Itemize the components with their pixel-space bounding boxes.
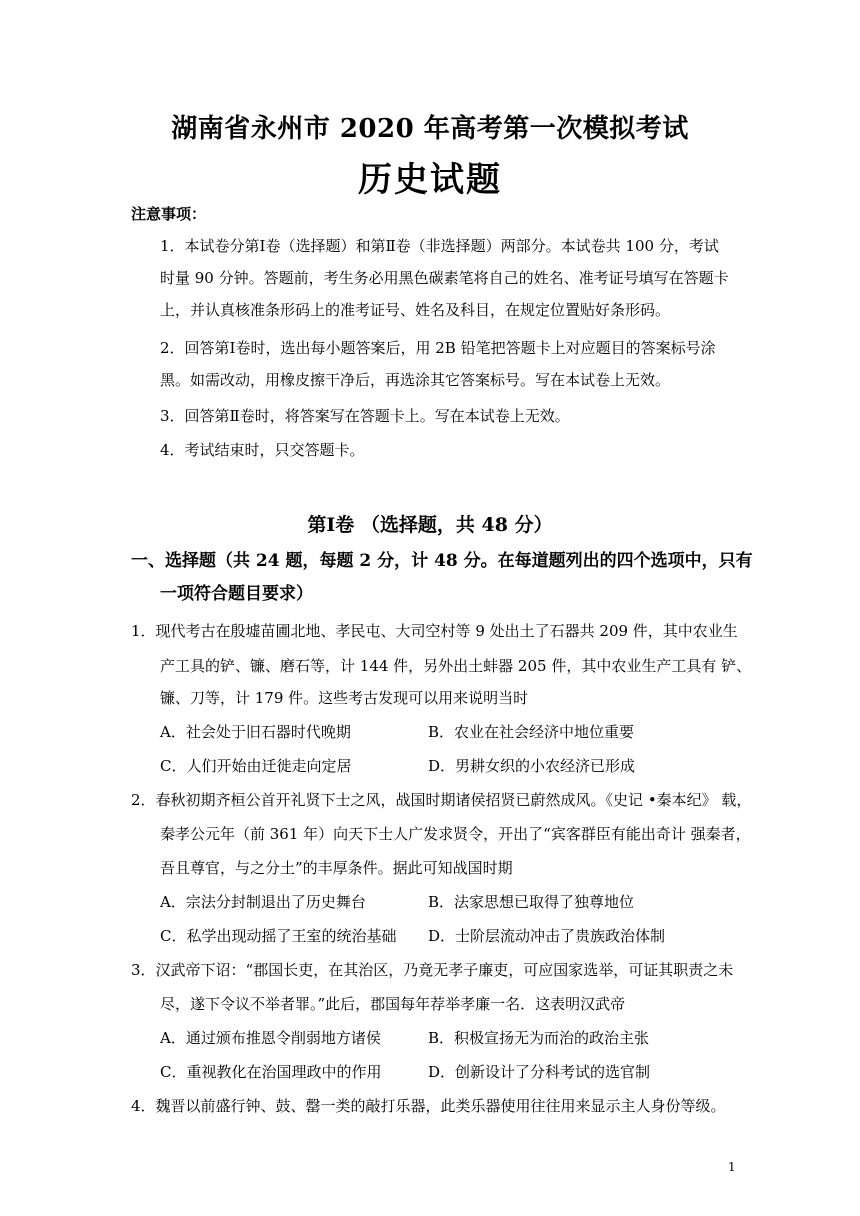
question-text: 4．魏晋以前盛行钟、鼓、罄一类的敲打乐器，此类乐器使用往往用来显示主人身份等级。 xyxy=(131,1097,726,1115)
notice-line: 黑。如需改动，用橡皮擦干净后，再选涂其它答案标号。写在本试卷上无效。 xyxy=(160,371,671,389)
exam-subject-title: 历史试题 xyxy=(358,160,502,200)
option-b: B．积极宣扬无为而治的政治主张 xyxy=(428,1029,650,1047)
notice-line: 1．本试卷分第Ⅰ卷（选择题）和第Ⅱ卷（非选择题）两部分。本试卷共 100 分，考试 xyxy=(160,237,719,255)
option-c: C．人们开始由迁徙走向定居 xyxy=(160,757,352,775)
notice-line: 2．回答第Ⅰ卷时，选出每小题答案后，用 2B 铅笔把答题卡上对应题目的答案标号涂 xyxy=(160,339,716,357)
question-text: 秦孝公元年（前 361 年）向天下士人广发求贤令，开出了“宾客群臣有能出奇计 强秦者， xyxy=(160,825,751,843)
option-a: A．社会处于旧石器时代晚期 xyxy=(160,723,351,741)
option-d: D．男耕女织的小农经济已形成 xyxy=(428,757,636,775)
notice-heading: 注意事项： xyxy=(131,205,207,223)
question-text: 吾且尊官，与之分土”的丰厚条件。据此可知战国时期 xyxy=(160,859,513,877)
notice-line: 4．考试结束时，只交答题卡。 xyxy=(160,441,365,459)
notice-line: 时量 90 分钟。答题前，考生务必用黑色碳素笔将自己的姓名、准考证号填写在答题卡 xyxy=(160,269,729,287)
option-d: D．创新设计了分科考试的选官制 xyxy=(428,1063,651,1081)
question-text: 2．春秋初期齐桓公首开礼贤下士之风，战国时期诸侯招贤已蔚然成风。《史记 •秦本纪》 载， xyxy=(131,791,752,809)
option-b: B．农业在社会经济中地位重要 xyxy=(428,723,635,741)
question-text: 1．现代考古在殷墟苗圃北地、孝民屯、大司空村等 9 处出土了石器共 209 件，其中农业生 xyxy=(131,622,738,640)
section-heading: 一、选择题（共 24 题，每题 2 分，计 48 分。在每道题列出的四个选项中，只有 xyxy=(131,551,753,571)
option-c: C．私学出现动摇了王室的统治基础 xyxy=(160,927,397,945)
option-b: B．法家思想已取得了独尊地位 xyxy=(428,893,635,911)
option-a: A．宗法分封制退出了历史舞台 xyxy=(160,893,366,911)
question-text: 尽，遂下令议不举者罪。”此后，郡国每年荐举孝廉一名．这表明汉武帝 xyxy=(160,995,626,1013)
question-text: 3．汉武帝下诏：“郡国长吏，在其治区，乃竟无孝子廉吏，可应国家选举，可证其职责之未 xyxy=(131,961,734,979)
page-number: 1 xyxy=(728,1160,736,1174)
option-a: A．通过颁布推恩令削弱地方诸侯 xyxy=(160,1029,381,1047)
option-d: D．士阶层流动冲击了贵族政治体制 xyxy=(428,927,666,945)
section-title: 第Ⅰ卷 （选择题，共 48 分） xyxy=(307,514,553,536)
notice-line: 3．回答第Ⅱ卷时，将答案写在答题卡上。写在本试卷上无效。 xyxy=(160,407,570,425)
notice-line: 上，并认真核准条形码上的准考证号、姓名及科目，在规定位置贴好条形码。 xyxy=(160,301,671,319)
option-c: C．重视教化在治国理政中的作用 xyxy=(160,1063,382,1081)
question-text: 镰、刀等，计 179 件。这些考古发现可以用来说明当时 xyxy=(160,689,529,707)
exam-title: 湖南省永州市 2020 年高考第一次模拟考试 xyxy=(171,114,689,144)
section-heading: 一项符合题目要求） xyxy=(160,584,313,604)
question-text: 产工具的铲、镰、磨石等，计 144 件，另外出土蚌器 205 件，其中农业生产工具有 铲、 xyxy=(160,657,752,675)
